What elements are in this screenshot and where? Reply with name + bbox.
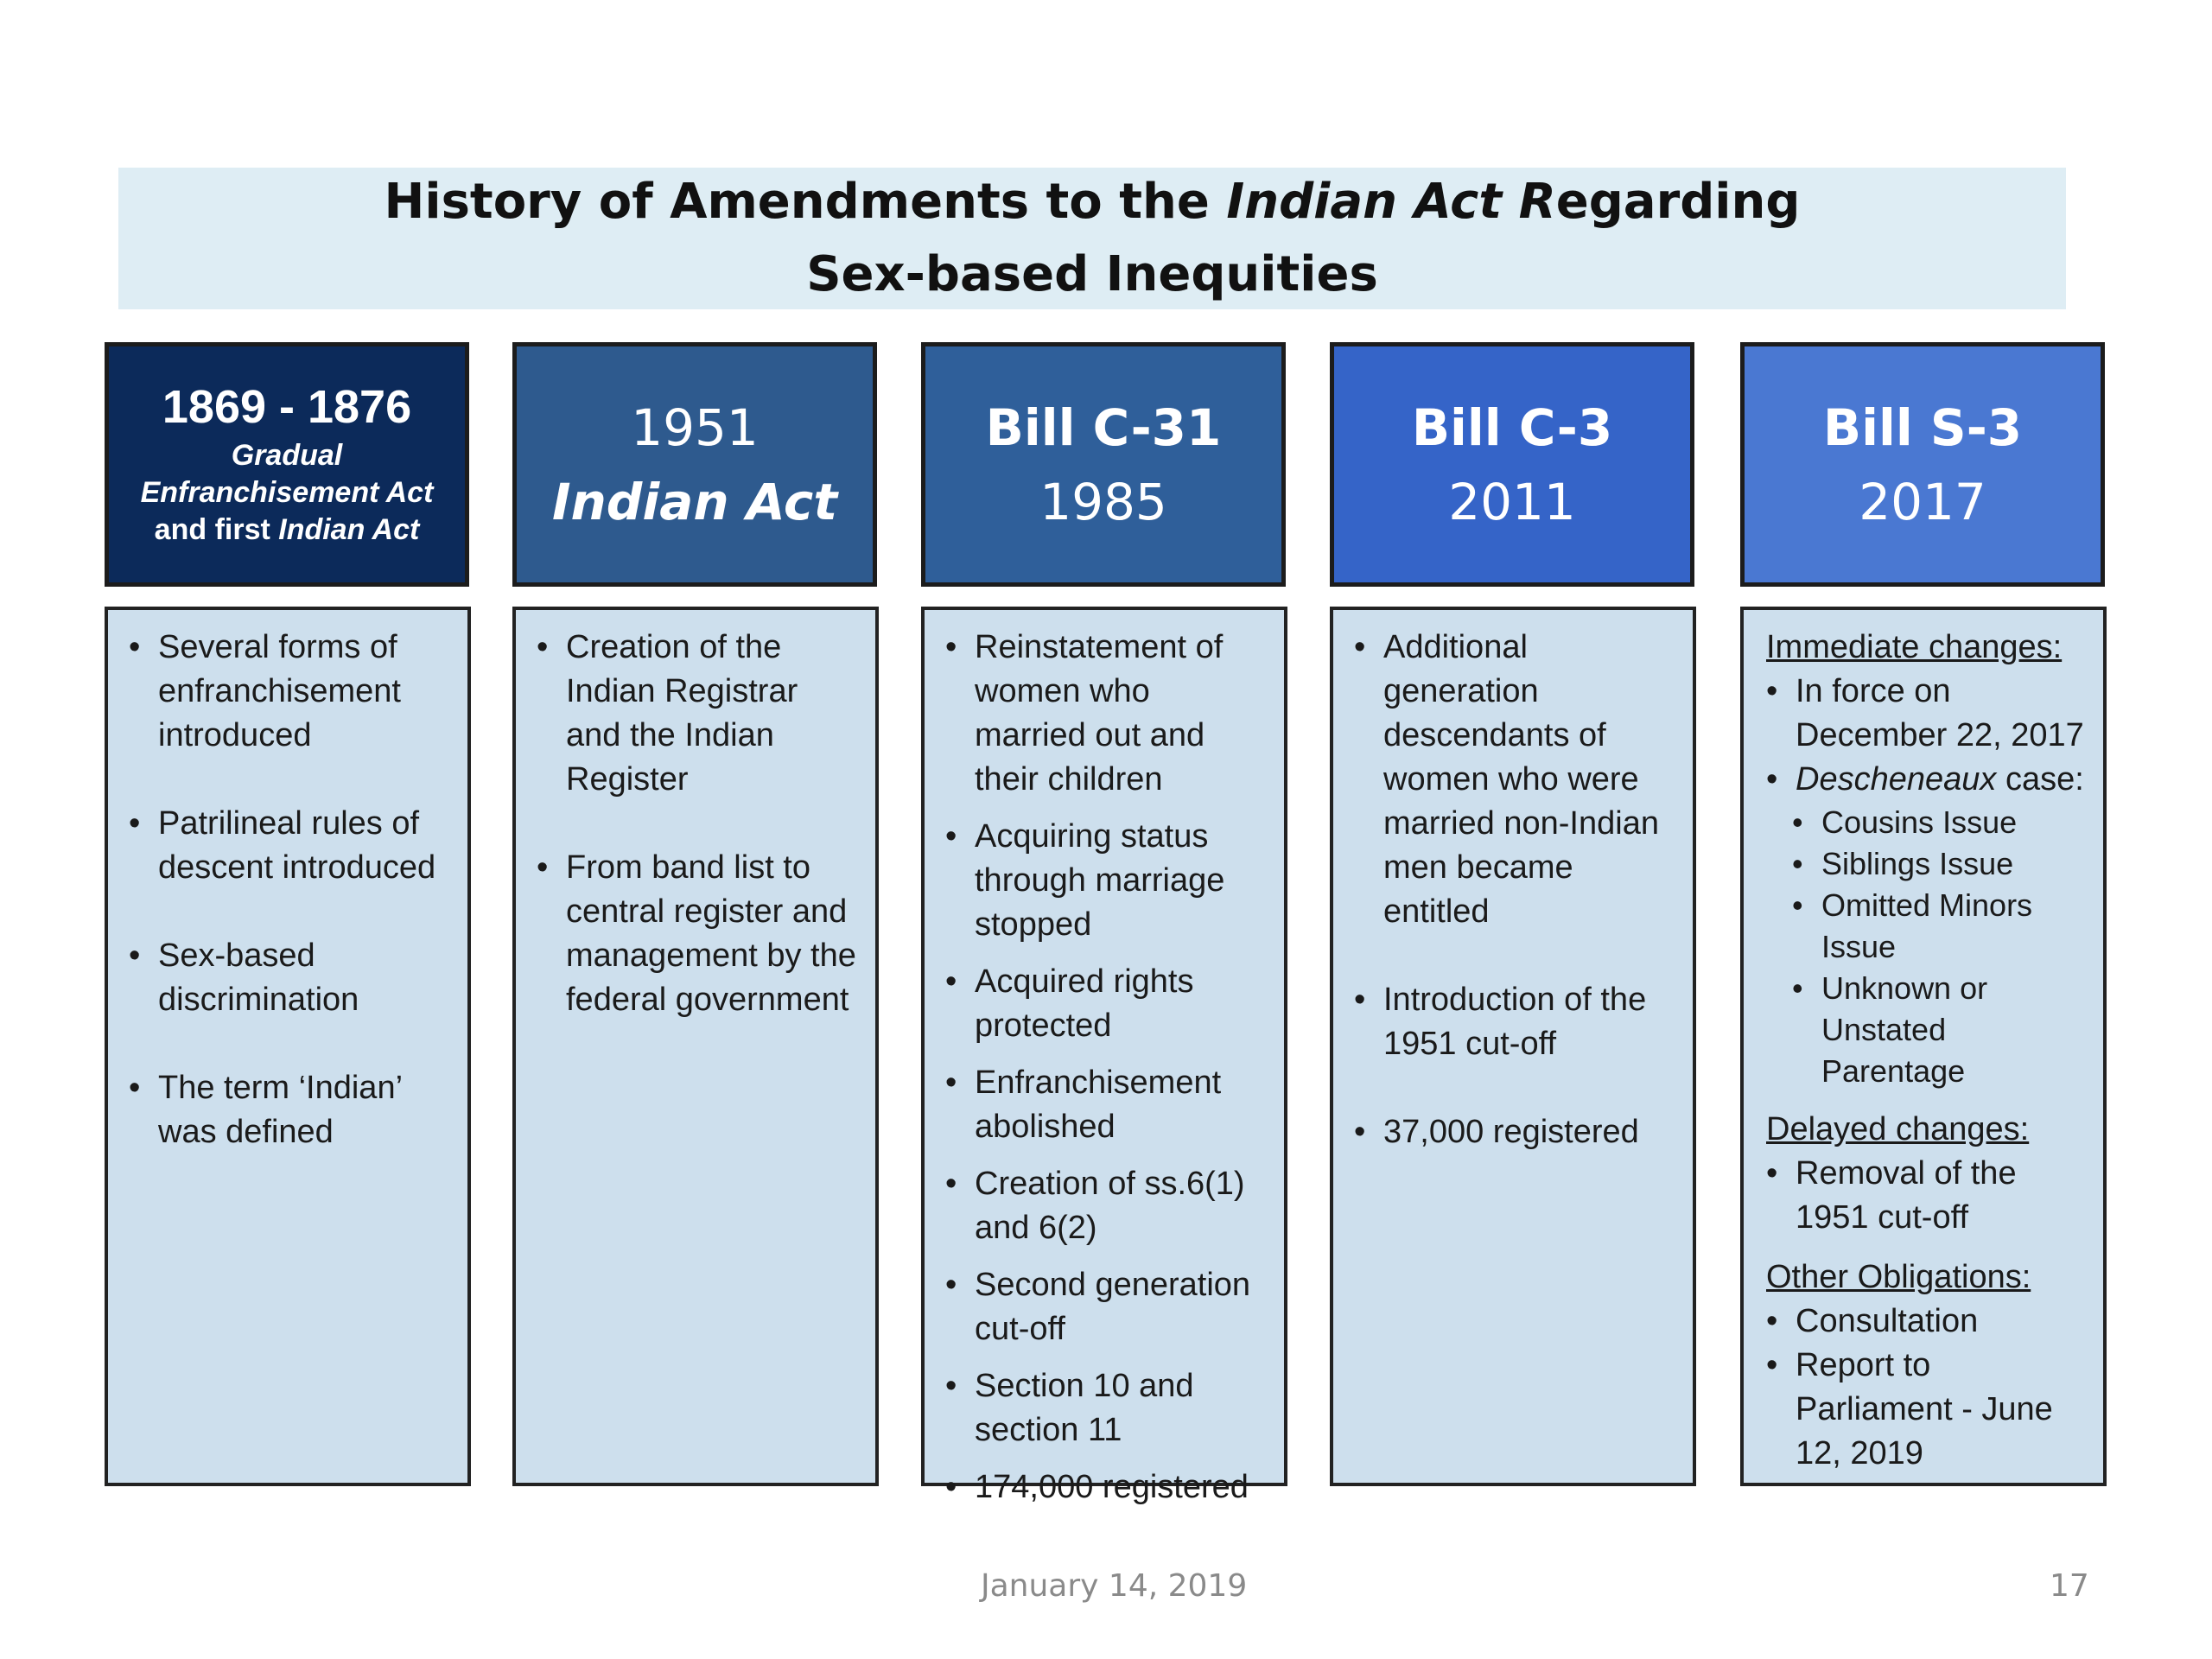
header-bill-s-3 <box>1740 342 2105 587</box>
header-line-1: Bill S-3 <box>1822 397 2023 457</box>
header-line-1: Bill C-31 <box>985 397 1222 457</box>
list-item: • Several forms of enfranchisement introduced <box>129 626 452 758</box>
delayed-changes-heading: Delayed changes: <box>1766 1111 2030 1147</box>
header-bill-c-3 <box>1330 342 1694 587</box>
other-obligations-heading: Other Obligations: <box>1766 1259 2031 1295</box>
list-item: • Introduction of the 1951 cut-off <box>1354 978 1677 1066</box>
bullet-list <box>1354 626 1677 1154</box>
list-item: • Enfranchisement abolished <box>945 1061 1268 1149</box>
descheneaux-rest: case: <box>1996 761 2084 798</box>
list-item: • Report to Parliament - June 12, 2019 <box>1766 1344 2088 1476</box>
header-sub-line-3 <box>155 512 420 549</box>
immediate-changes-heading: Immediate changes: <box>1766 629 2063 665</box>
bullet-list <box>537 626 860 1022</box>
other-list <box>1766 1300 2088 1476</box>
footer-date: January 14, 2019 <box>981 1568 1248 1604</box>
list-item: • Patrilineal rules of descent introduced <box>129 802 452 890</box>
list-item: • 37,000 registered <box>1354 1110 1677 1154</box>
list-item: • Creation of ss.6(1) and 6(2) <box>945 1162 1268 1250</box>
list-item: • The term ‘Indian’ was defined <box>129 1066 452 1154</box>
list-item: • Acquiring status through marriage stopped <box>945 815 1268 947</box>
header-line-2: 2017 <box>1859 472 1986 531</box>
header-1951-indian-act <box>512 342 877 587</box>
list-item: • In force on December 22, 2017 <box>1766 670 2088 758</box>
list-item: • Second generation cut-off <box>945 1263 1268 1351</box>
header-line-1: 1951 <box>631 397 759 457</box>
header-sub-line-1: Gradual <box>231 439 343 472</box>
descheneaux-sub-list <box>1792 802 2088 1092</box>
body-bill-c-3 <box>1330 607 1696 1486</box>
title-line-1-prefix: History of Amendments to the <box>384 174 1227 230</box>
list-item: • Removal of the 1951 cut-off <box>1766 1152 2088 1240</box>
list-item: • From band list to central register and management by the federal government <box>537 846 860 1022</box>
header-sub-line-2: Enfranchisement Act <box>140 476 434 509</box>
list-item: • Siblings Issue <box>1792 843 2088 885</box>
immediate-list <box>1766 670 2088 802</box>
title-line-2: Sex-based Inequities <box>806 246 1378 302</box>
header-line-2: 2011 <box>1448 472 1576 531</box>
list-item: • Omitted Minors Issue <box>1792 885 2088 968</box>
slide-title <box>118 168 2066 309</box>
delayed-list <box>1766 1152 2088 1240</box>
list-item: • Reinstatement of women who married out and their children <box>945 626 1268 802</box>
header-years: 1869 - 1876 <box>162 381 412 433</box>
title-line-1-italic: Indian Act R <box>1226 174 1556 230</box>
list-item: • Unknown or Unstated Parentage <box>1792 968 2088 1092</box>
bullet-list <box>945 626 1268 1510</box>
list-item: • Acquired rights protected <box>945 960 1268 1048</box>
header-1869-1876 <box>105 342 469 587</box>
list-item: • Creation of the Indian Registrar and the Indian Register <box>537 626 860 802</box>
body-1869-1876 <box>105 607 471 1486</box>
descheneaux-italic: Descheneaux <box>1796 761 1997 798</box>
list-item-descheneaux <box>1766 758 2088 802</box>
list-item: • Sex-based discrimination <box>129 934 452 1022</box>
list-item: • Consultation <box>1766 1300 2088 1344</box>
header-sub-line-3-prefix: and first <box>154 513 279 546</box>
title-line-1 <box>385 166 1801 238</box>
header-line-2: 1985 <box>1039 472 1167 531</box>
body-1951-indian-act <box>512 607 879 1486</box>
header-bill-c-31 <box>921 342 1286 587</box>
list-item: • 174,000 registered <box>945 1465 1268 1510</box>
body-bill-s-3 <box>1740 607 2107 1486</box>
header-line-1: Bill C-3 <box>1411 397 1613 457</box>
list-item: • Cousins Issue <box>1792 802 2088 843</box>
header-line-2: Indian Act <box>551 472 838 531</box>
list-item: • Additional generation descendants of women who were married non-Indian men became entitled <box>1354 626 1677 934</box>
body-bill-c-31 <box>921 607 1287 1505</box>
list-item: • Section 10 and section 11 <box>945 1364 1268 1452</box>
header-sub-line-3-italic: Indian Act <box>278 513 420 546</box>
title-line-1-suffix: egarding <box>1555 174 1801 230</box>
bullet-list <box>129 626 452 1154</box>
page-number: 17 <box>2050 1568 2089 1604</box>
